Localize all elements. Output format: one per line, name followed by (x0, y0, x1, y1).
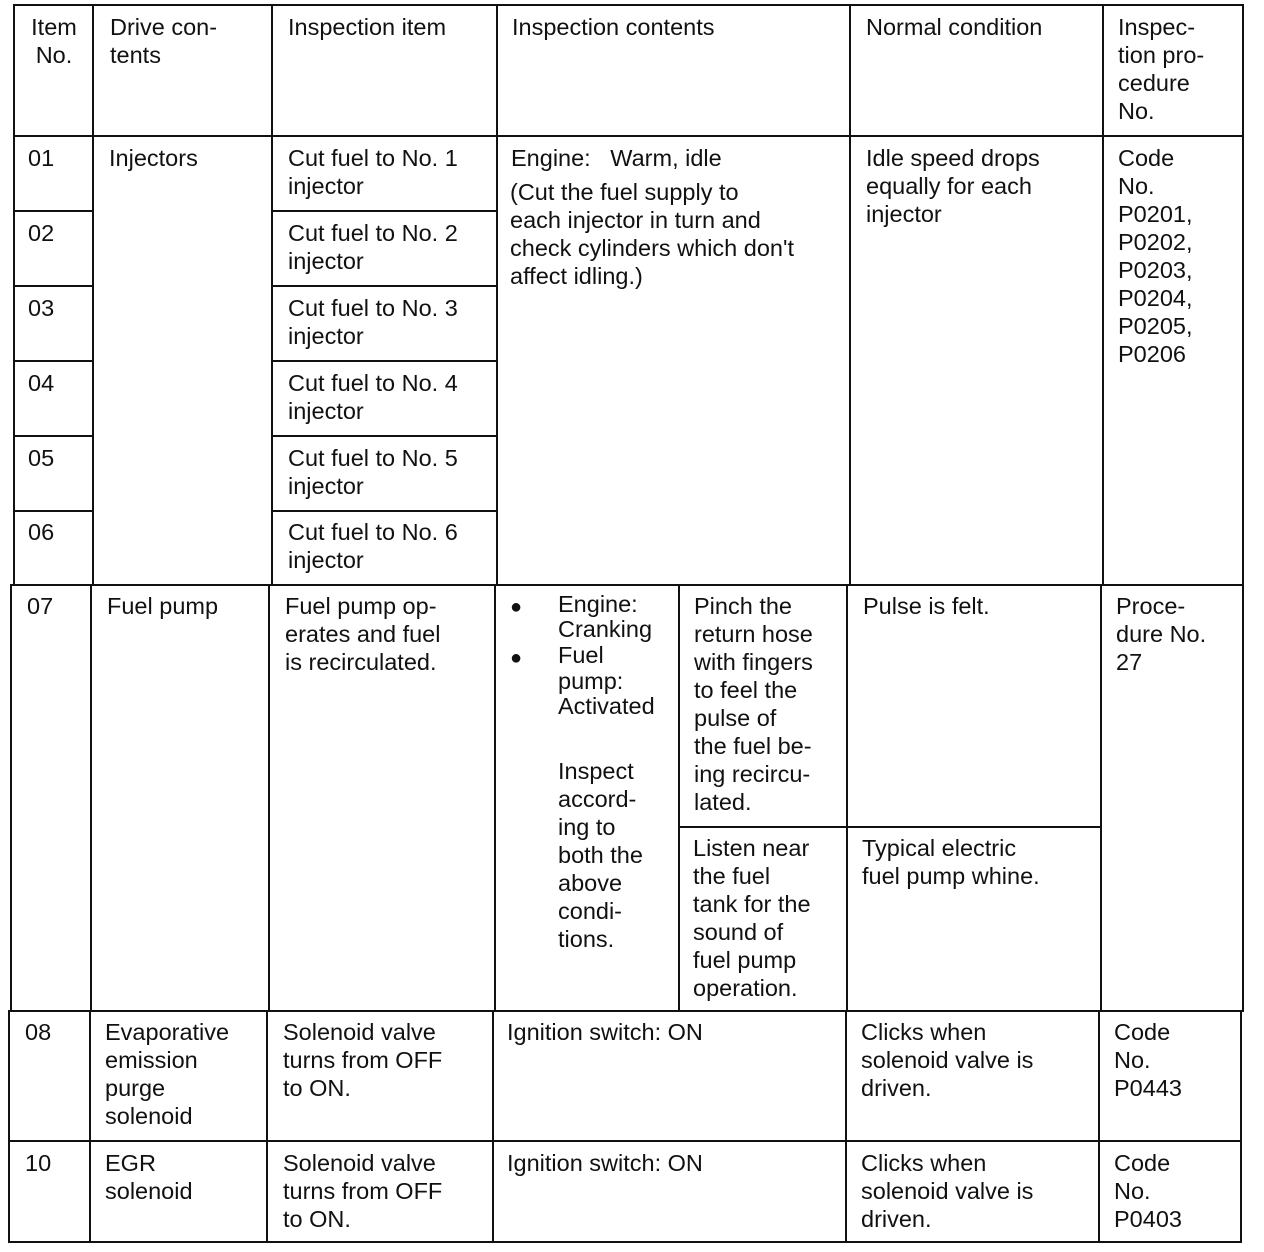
fuel-pump-condition-1: Engine: Cranking (558, 591, 653, 642)
rule-col2-c (266, 1010, 268, 1243)
rule-col4-a (849, 4, 851, 585)
procedure-injectors: Code No. P0201, P0202, P0203, P0204, P0205, P0206 (1118, 145, 1193, 367)
normal-condition-injectors: Idle speed drops equally for each injector (866, 145, 1040, 227)
rule-bottom (8, 1241, 1242, 1243)
item-no-10: 10 (25, 1150, 52, 1176)
inspection-contents-10: Ignition switch: ON (507, 1150, 703, 1176)
header-inspection-item: Inspection item (288, 14, 447, 40)
rule-row-05-item (271, 510, 497, 512)
fuel-pump-check-2: Listen near the fuel tank for the sound of fuel pump operation. (693, 835, 811, 1001)
bullet-icon: ● (510, 596, 523, 618)
normal-condition-08: Clicks when solenoid valve is driven. (861, 1019, 1034, 1101)
rule-col1-b (90, 584, 92, 1011)
inspection-item-07: Fuel pump op- erates and fuel is recirculated. (285, 593, 441, 675)
rule-row-03-item (271, 360, 497, 362)
inspection-item-04: Cut fuel to No. 4 injector (288, 370, 458, 424)
rule-col4-c (845, 1010, 847, 1243)
rule-right-c (1240, 1010, 1242, 1243)
rule-row-05 (14, 510, 92, 512)
header-inspection-contents: Inspection contents (512, 14, 715, 40)
rule-row-01 (14, 210, 92, 212)
drive-contents-evap: Evaporative emission purge solenoid (105, 1019, 230, 1129)
rule-col3-c (492, 1010, 494, 1243)
rule-row-03 (14, 360, 92, 362)
rule-fuel-pump-split (679, 826, 1101, 828)
inspection-item-05: Cut fuel to No. 5 injector (288, 445, 458, 499)
rule-top (14, 4, 1244, 6)
item-no-02: 02 (28, 220, 55, 246)
item-no-03: 03 (28, 295, 55, 321)
procedure-08: Code No. P0443 (1114, 1019, 1182, 1101)
rule-row-04-item (271, 435, 497, 437)
item-no-05: 05 (28, 445, 55, 471)
rule-right-b (1242, 584, 1244, 1011)
rule-fuel-pump-bottom (8, 1010, 1244, 1012)
rule-col2-a (271, 4, 273, 585)
normal-condition-10: Clicks when solenoid valve is driven. (861, 1150, 1034, 1232)
item-no-08: 08 (25, 1019, 52, 1045)
rule-injectors-bottom (10, 584, 1244, 586)
inspection-item-02: Cut fuel to No. 2 injector (288, 220, 458, 274)
fuel-pump-condition-2: Fuel pump: Activated (558, 642, 655, 719)
drive-contents-injectors: Injectors (109, 145, 198, 171)
inspection-item-08: Solenoid valve turns from OFF to ON. (283, 1019, 443, 1101)
rule-row-04 (14, 435, 92, 437)
rule-col1-c (89, 1010, 91, 1243)
fuel-pump-condition-note: Inspect accord- ing to both the above condi- tions. (558, 758, 643, 952)
item-no-01: 01 (28, 145, 55, 171)
bullet-icon: ● (510, 647, 523, 669)
rule-col4-b (846, 584, 848, 1011)
fuel-pump-normal-2: Typical electric fuel pump whine. (862, 835, 1040, 889)
rule-col3-b (494, 584, 496, 1011)
rule-row-02-item (271, 285, 497, 287)
inspection-item-10: Solenoid valve turns from OFF to ON. (283, 1150, 443, 1232)
rule-left-c (8, 1010, 10, 1243)
rule-col1-a (92, 4, 94, 585)
rule-row-02 (14, 285, 92, 287)
drive-contents-fuel-pump: Fuel pump (107, 593, 219, 619)
rule-col3-inner (678, 584, 680, 1011)
drive-contents-egr: EGR solenoid (105, 1150, 193, 1204)
rule-col2-b (268, 584, 270, 1011)
rule-col5-a (1102, 4, 1104, 585)
inspection-item-01: Cut fuel to No. 1 injector (288, 145, 458, 199)
inspection-item-03: Cut fuel to No. 3 injector (288, 295, 458, 349)
rule-left-a (13, 4, 15, 585)
header-procedure-no: Inspec- tion pro- cedure No. (1118, 14, 1205, 124)
rule-left-b (10, 584, 12, 1011)
rule-right-a (1242, 4, 1244, 585)
inspection-contents-injectors: Engine: Warm, idle (511, 145, 722, 171)
item-no-06: 06 (28, 519, 55, 545)
rule-row-01-item (271, 210, 497, 212)
item-no-07: 07 (27, 593, 54, 619)
procedure-10: Code No. P0403 (1114, 1150, 1182, 1232)
inspection-item-06: Cut fuel to No. 6 injector (288, 519, 458, 573)
rule-col5-b (1100, 584, 1102, 1011)
fuel-pump-normal-1: Pulse is felt. (863, 593, 990, 619)
header-normal-condition: Normal condition (866, 14, 1043, 40)
procedure-fuel-pump: Proce- dure No. 27 (1116, 593, 1207, 675)
item-no-04: 04 (28, 370, 55, 396)
rule-col3-a (496, 4, 498, 585)
inspection-contents-08: Ignition switch: ON (507, 1019, 703, 1045)
rule-col5-c (1098, 1010, 1100, 1243)
rule-header-bottom (14, 135, 1244, 137)
fuel-pump-check-1: Pinch the return hose with fingers to feel the pulse of the fuel be- ing recircu- lated. (694, 593, 813, 815)
header-drive-contents: Drive con- tents (110, 14, 218, 68)
header-item-no: Item No. (31, 14, 77, 68)
rule-evap-bottom (8, 1140, 1242, 1142)
inspection-note-injectors: (Cut the fuel supply to each injector in turn and check cylinders which don't affect idling.) (510, 179, 795, 289)
